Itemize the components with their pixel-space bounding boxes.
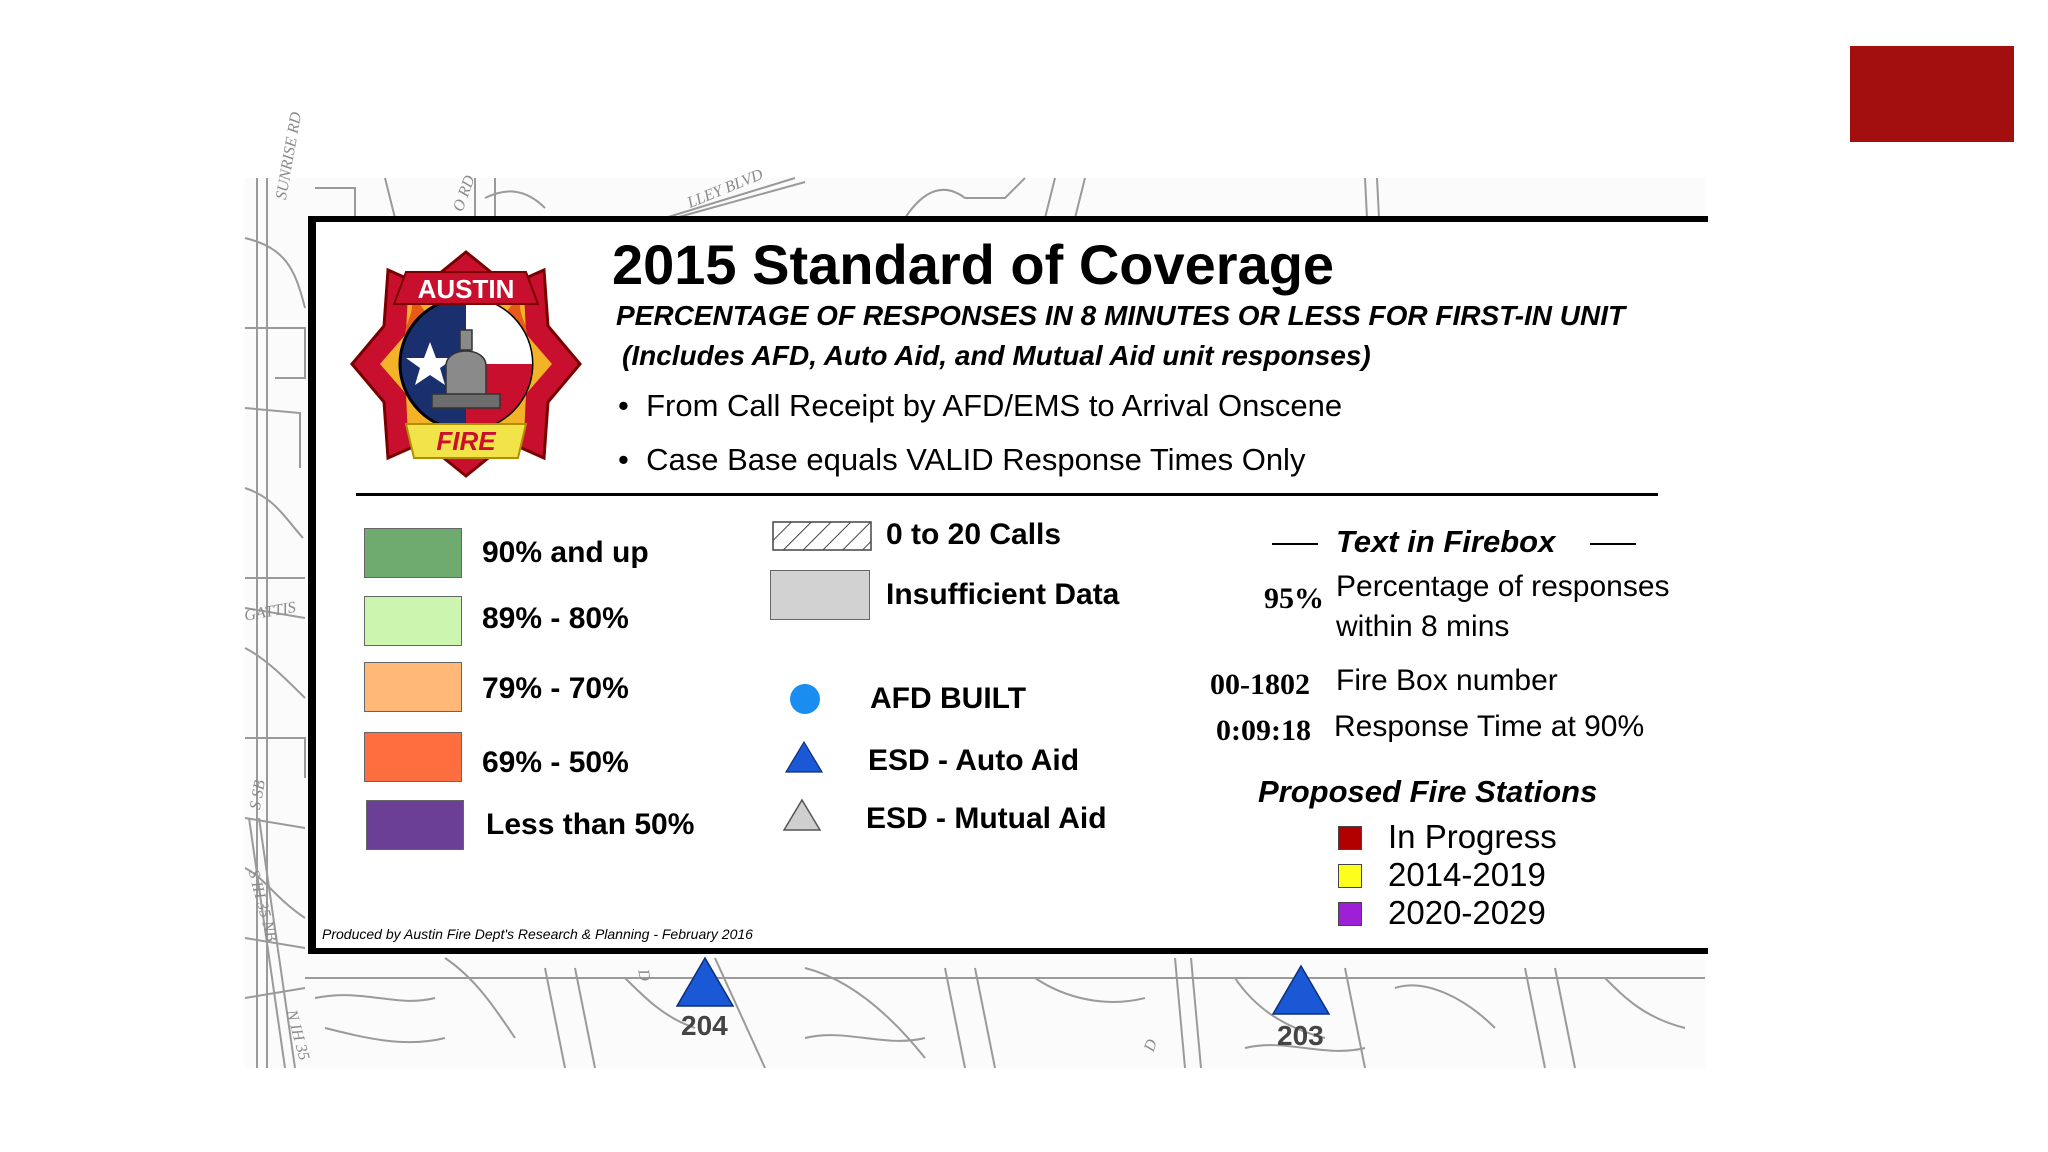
legend-label-89-80: 89% - 80%: [482, 602, 629, 635]
hatched-swatch: [772, 521, 872, 551]
swatch-light-green: [364, 596, 462, 646]
swatch-purple: [366, 800, 464, 850]
austin-fire-badge-icon: [348, 246, 584, 482]
logo-top-text: AUSTIN: [417, 274, 515, 304]
accent-block: [1850, 46, 2014, 142]
2014-2019-swatch: [1338, 864, 1362, 888]
firebox-code-response-time: 0:09:18: [1216, 714, 1311, 747]
bullet-dot: •: [618, 442, 647, 477]
road-label-o-rd: O RD: [450, 173, 479, 214]
bullet-text-1: From Call Receipt by AFD/EMS to Arrival Onscene: [646, 388, 1343, 423]
credit-text: Produced by Austin Fire Dept's Research & Planning - February 2016: [322, 926, 753, 942]
road-label-sunrise: SUNRISE RD: [273, 110, 306, 201]
insufficient-data-swatch: [770, 570, 870, 620]
bullet-item-1: [618, 388, 1342, 424]
bullet-dot: •: [618, 388, 647, 423]
firebox-code-percent: 95%: [1264, 582, 1324, 615]
logo-bottom-text: FIRE: [436, 426, 496, 456]
header-divider: [356, 493, 1658, 496]
blue-triangle-icon[interactable]: [675, 956, 735, 1008]
legend-label-esd-auto-aid: ESD - Auto Aid: [868, 744, 1080, 777]
road-label-s-ih35-nb: S IH 35 NB: [244, 868, 280, 944]
legend-label-afd-built: AFD BUILT: [870, 682, 1027, 715]
swatch-orange: [364, 662, 462, 712]
blue-triangle-icon[interactable]: [1271, 964, 1331, 1016]
2020-2029-swatch: [1338, 902, 1362, 926]
legend-label-esd-mutual-aid: ESD - Mutual Aid: [866, 802, 1107, 835]
blue-circle-icon: [788, 682, 822, 716]
blue-triangle-icon: [784, 740, 824, 774]
proposed-label-2020-2029: 2020-2029: [1388, 894, 1546, 931]
road-label-d-1: D: [634, 968, 654, 983]
firebox-text-box-number: Fire Box number: [1336, 664, 1558, 697]
station-203-label: 203: [1277, 1020, 1324, 1051]
road-label-s-sb: S SB: [247, 778, 269, 811]
bullet-text-2: Case Base equals VALID Response Times Only: [646, 442, 1306, 477]
road-label-d-2: D: [1141, 1037, 1161, 1054]
proposed-heading: Proposed Fire Stations: [1258, 774, 1598, 809]
legend-label-90-up: 90% and up: [482, 536, 649, 569]
page-title: 2015 Standard of Coverage: [612, 233, 1335, 296]
legend-label-less-50: Less than 50%: [486, 808, 695, 841]
bullet-item-2: [618, 442, 1305, 478]
road-label-gattis: GATTIS: [243, 598, 298, 625]
proposed-label-in-progress: In Progress: [1388, 818, 1557, 855]
heading-line-right: [1590, 543, 1636, 545]
station-204-label: 204: [681, 1010, 728, 1041]
road-label-n-ih35: N IH 35: [282, 1008, 313, 1063]
firebox-text-percent: Percentage of responses: [1336, 570, 1670, 603]
in-progress-swatch: [1338, 826, 1362, 850]
swatch-green: [364, 528, 462, 578]
subtitle-note: (Includes AFD, Auto Aid, and Mutual Aid unit responses): [622, 340, 1371, 371]
legend-label-79-70: 79% - 70%: [482, 672, 629, 705]
gray-triangle-icon: [782, 798, 822, 832]
legend-label-69-50: 69% - 50%: [482, 746, 629, 779]
subtitle: PERCENTAGE OF RESPONSES IN 8 MINUTES OR LESS FOR FIRST-IN UNIT: [616, 300, 1626, 331]
firebox-text-percent-2: within 8 mins: [1336, 610, 1510, 643]
legend-label-0-20-calls: 0 to 20 Calls: [886, 518, 1062, 551]
firebox-heading: Text in Firebox: [1336, 524, 1556, 559]
proposed-label-2014-2019: 2014-2019: [1388, 856, 1546, 893]
firebox-text-response-time: Response Time at 90%: [1334, 710, 1645, 743]
swatch-red-orange: [364, 732, 462, 782]
road-label-valley-blvd: LLEY BLVD: [685, 166, 766, 212]
heading-line-left: [1272, 543, 1318, 545]
legend-label-insufficient-data: Insufficient Data: [886, 578, 1120, 611]
firebox-code-box-number: 00-1802: [1210, 668, 1310, 701]
